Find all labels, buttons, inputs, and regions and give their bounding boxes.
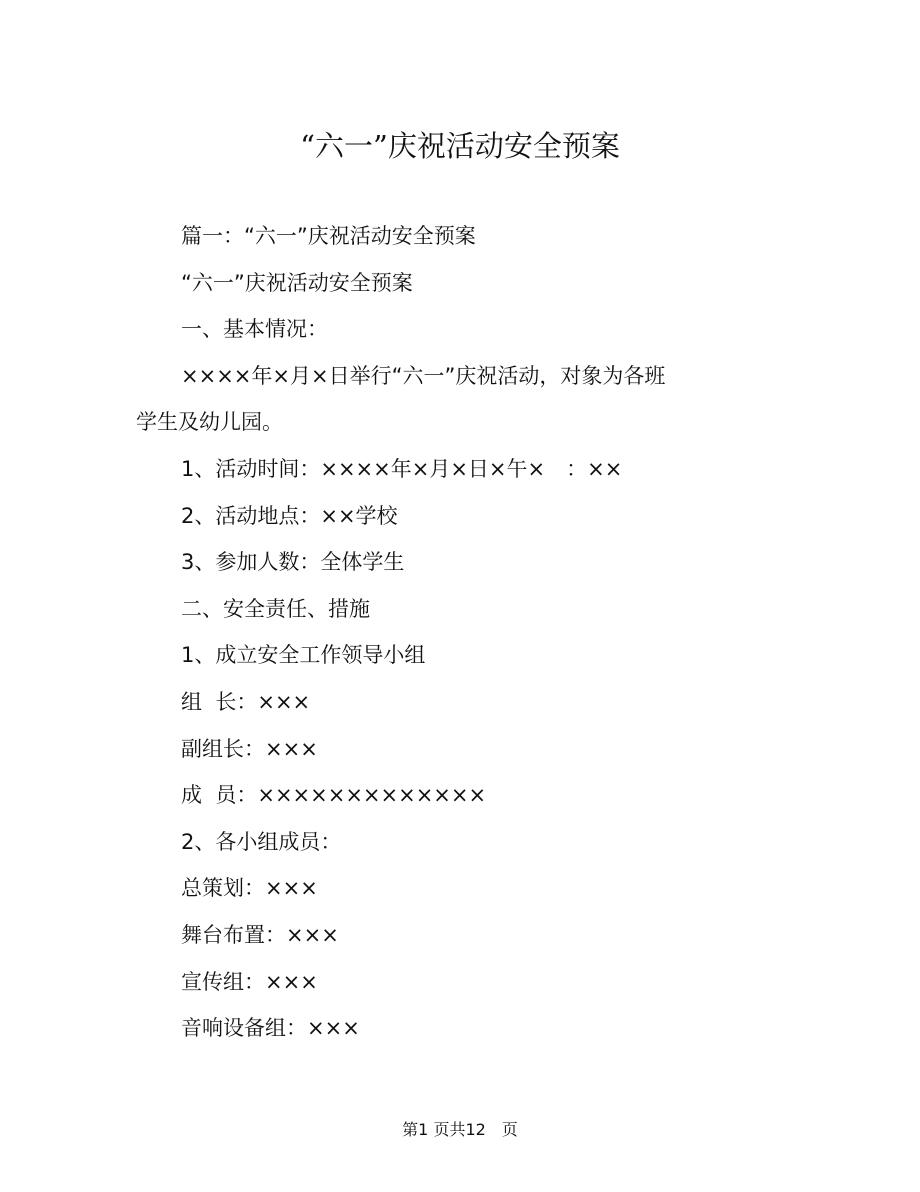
text-line: 篇一：“六一”庆祝活动安全预案 [181,224,476,248]
text-line: 1、成立安全工作领导小组 [181,643,426,668]
page-footer: 第1 页共12 页 [402,1120,518,1139]
text-line: 2、各小组成员： [181,829,342,854]
text-line: 3、参加人数：全体学生 [181,550,405,575]
text-line: “六一”庆祝活动安全预案 [181,270,413,295]
text-line: 宣传组：××× [181,969,318,994]
text-line: 总策划：××× [181,876,318,901]
document-title: “六一”庆祝活动安全预案 [300,129,620,163]
text-line: 副组长：××× [181,736,318,761]
text-line: 一、基本情况： [181,317,328,342]
text-line: 1、活动时间：××××年×月×日×午× ：×× [181,456,623,481]
text-line: 成 员：××××××××××××× [181,783,487,808]
text-line: 2、活动地点：××学校 [181,503,398,528]
text-line: 舞台布置：××× [181,922,339,947]
text-line: 音响设备组：××× [181,1016,360,1041]
text-line: 二、安全责任、措施 [181,596,370,621]
document-body [136,213,736,1052]
text-line: 组 长：××× [181,689,311,714]
text-line: 学生及幼儿园。 [136,410,283,435]
text-line: ××××年×月×日举行“六一”庆祝活动，对象为各班 [181,363,666,388]
